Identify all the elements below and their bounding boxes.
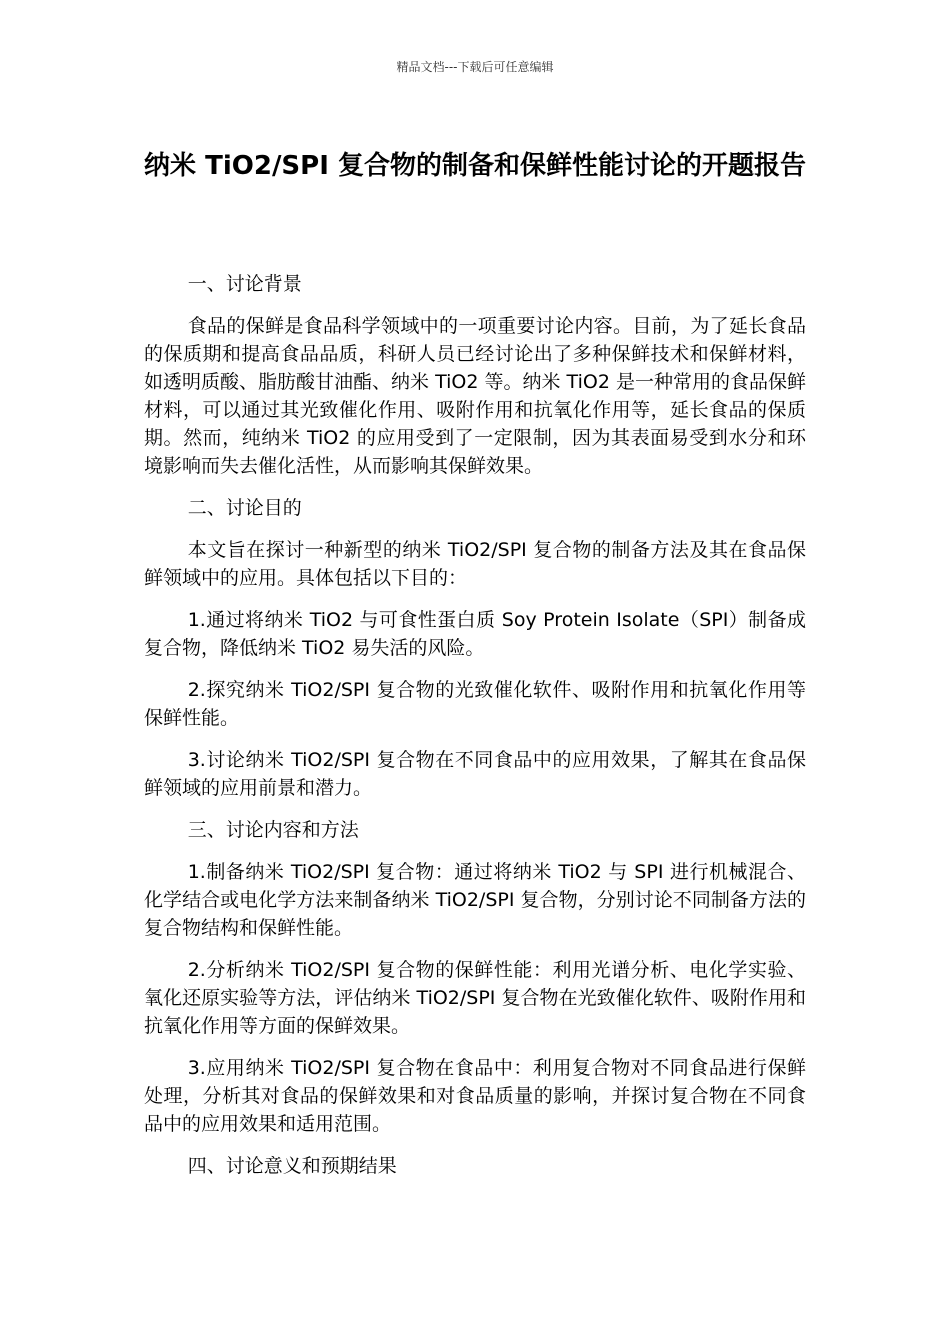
section-heading: 一、讨论背景 (187, 273, 302, 295)
section-content-methods (144, 816, 806, 1138)
header-watermark: 精品文档---下载后可任意编辑 (396, 60, 554, 74)
list-item: 1.制备纳米 TiO2/SPI 复合物：通过将纳米 TiO2 与 SPI 进行机械混合、化学结合或电化学方法来制备纳米 TiO2/SPI 复合物，分别讨论不同制备方法的复合物结构和保鲜性能。 (144, 861, 806, 939)
list-item: 2.分析纳米 TiO2/SPI 复合物的保鲜性能：利用光谱分析、电化学实验、氧化还原实验等方法，评估纳米 TiO2/SPI 复合物在光致催化软件、吸附作用和抗氧化作用等方面的保鲜效果。 (144, 959, 806, 1037)
section-heading: 三、讨论内容和方法 (187, 819, 359, 841)
section-heading: 四、讨论意义和预期结果 (187, 1155, 397, 1177)
document-body (144, 270, 806, 1194)
paragraph: 食品的保鲜是食品科学领域中的一项重要讨论内容。目前，为了延长食品的保质期和提高食品品质，科研人员已经讨论出了多种保鲜技术和保鲜材料，如透明质酸、脂肪酸甘油酯、纳米 TiO2 等。纳米 TiO2 是一种常用的食品保鲜材料，可以通过其光致催化作用、吸附作用和抗氧化作用等，延长食品的保质期。然而，纯纳米 TiO2 的应用受到了一定限制，因为其表面易受到水分和环境影响而失去催化活性，从而影响其保鲜效果。 (144, 315, 806, 477)
section-significance (144, 1152, 806, 1180)
paragraph: 本文旨在探讨一种新型的纳米 TiO2/SPI 复合物的制备方法及其在食品保鲜领域中的应用。具体包括以下目的： (144, 539, 806, 589)
section-heading: 二、讨论目的 (187, 497, 302, 519)
list-item: 2.探究纳米 TiO2/SPI 复合物的光致催化软件、吸附作用和抗氧化作用等保鲜性能。 (144, 679, 806, 729)
list-item: 3.应用纳米 TiO2/SPI 复合物在食品中：利用复合物对不同食品进行保鲜处理，分析其对食品的保鲜效果和对食品质量的影响，并探讨复合物在不同食品中的应用效果和适用范围。 (144, 1057, 806, 1135)
document-title: 纳米 TiO2/SPI 复合物的制备和保鲜性能讨论的开题报告 (144, 151, 806, 181)
section-background (144, 270, 806, 480)
section-purpose (144, 494, 806, 802)
list-item: 3.讨论纳米 TiO2/SPI 复合物在不同食品中的应用效果，了解其在食品保鲜领域的应用前景和潜力。 (144, 749, 806, 799)
list-item: 1.通过将纳米 TiO2 与可食性蛋白质 Soy Protein Isolate（SPI）制备成复合物，降低纳米 TiO2 易失活的风险。 (144, 609, 806, 659)
